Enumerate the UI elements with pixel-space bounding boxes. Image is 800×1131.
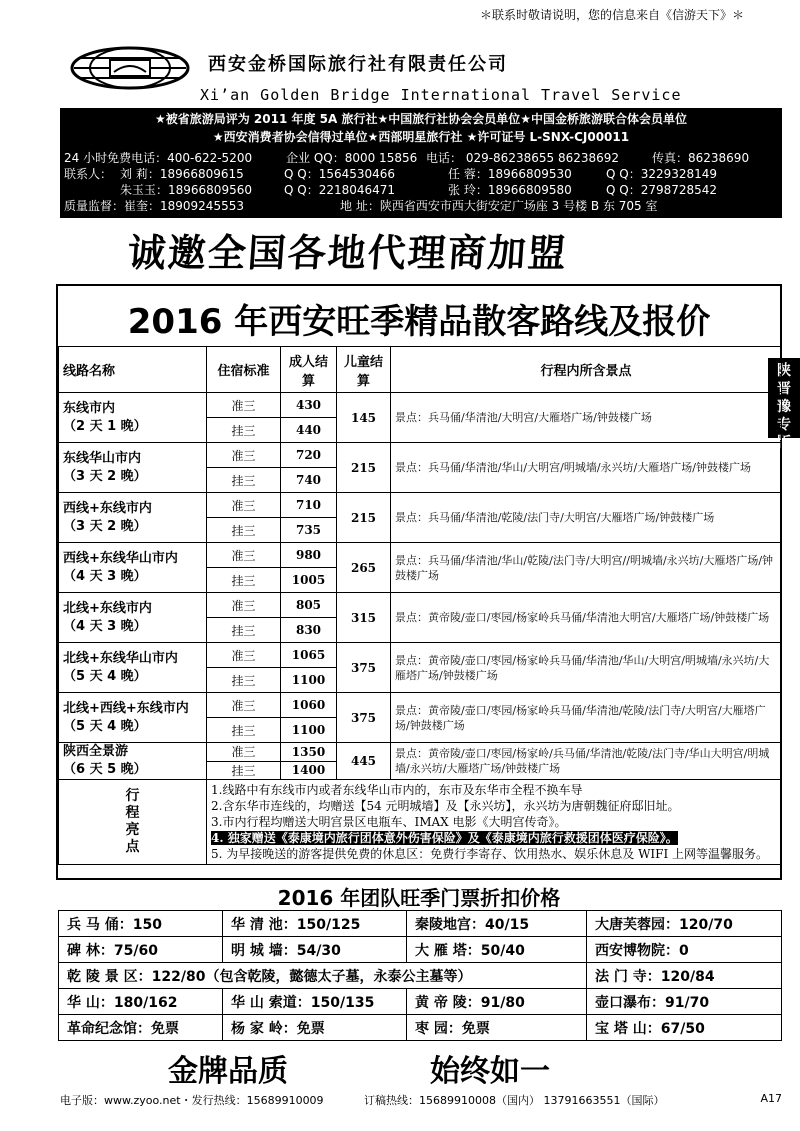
hotel-standard: 挂三 — [207, 568, 281, 593]
ticket-price: 秦陵地宫：40/15 — [407, 911, 587, 937]
adult-price: 735 — [281, 518, 337, 543]
adult-price: 805 — [281, 593, 337, 618]
header-child: 儿童结算 — [337, 347, 391, 393]
table-row — [59, 393, 782, 418]
route-spots: 景点：黄帝陵/壶口/枣园/杨家岭/兵马俑/华清池/乾陵/法门寺/华山大明宫/明城墙/永兴坊/大雁塔广场/钟鼓楼广场 — [391, 743, 782, 780]
route-spots: 景点：黄帝陵/壶口/枣园/杨家岭兵马俑/华清池/乾陵/法门寺/大明宫/大雁塔广场/钟鼓楼广场 — [391, 693, 782, 743]
ticket-price: 华 山：180/162 — [59, 989, 223, 1015]
highlights-list — [207, 780, 782, 865]
header-hotel: 住宿标准 — [207, 347, 281, 393]
adult-price: 440 — [281, 418, 337, 443]
table-row — [59, 443, 782, 468]
highlight-item: 3.市内行程均赠送大明宫景区电瓶车、IMAX 电影《大明宫传奇》。 — [211, 815, 567, 829]
ticket-price: 革命纪念馆：免票 — [59, 1015, 223, 1041]
route-name — [59, 593, 207, 643]
side-tab-char: 豫 — [777, 399, 791, 415]
route-days: （3 天 2 晚） — [63, 468, 147, 484]
page-title: 2016 年西安旺季精品散客路线及报价 — [127, 302, 711, 342]
ticket-price: 黄 帝 陵：91/80 — [407, 989, 587, 1015]
corp-qq: 企业 QQ：8000 15856 — [286, 151, 418, 165]
table-header-row — [59, 347, 782, 393]
highlight-item: 5. 为早接晚送的游客提供免费的休息区：免费行李寄存、饮用热水、娱乐休息及 WIFI 上网等温馨服务。 — [211, 847, 769, 861]
hotel-standard: 准三 — [207, 593, 281, 618]
highlight-item: 2.含东华市连线的，均赠送【54 元明城墙】及【永兴坊】，永兴坊为唐朝魏征府邸旧址。 — [211, 799, 680, 813]
child-price: 315 — [337, 593, 391, 643]
route-name — [59, 743, 207, 780]
child-price: 215 — [337, 443, 391, 493]
route-spots: 景点：兵马俑/华清池/华山/乾陵/法门寺/大明宫//明城墙/永兴坊/大雁塔广场/钟鼓楼广场 — [391, 543, 782, 593]
adult-price: 1100 — [281, 718, 337, 743]
route-spots: 景点：兵马俑/华清池/大明宫/大雁塔广场/钟鼓楼广场 — [391, 393, 782, 443]
ticket-price: 明 城 墙：54/30 — [223, 937, 407, 963]
highlight-item — [211, 830, 777, 846]
child-price: 145 — [337, 393, 391, 443]
hotel-standard: 准三 — [207, 693, 281, 718]
contact-qq-2: Q Q：3229328149 — [606, 167, 718, 181]
child-price: 265 — [337, 543, 391, 593]
route-name — [59, 493, 207, 543]
highlight-item: 1.线路中有东线市内或者东线华山市内的，东市及东华市全程不换车导 — [211, 783, 583, 797]
hotel-standard: 挂三 — [207, 718, 281, 743]
route-title: 北线+东线市内 — [63, 600, 152, 616]
child-price: 375 — [337, 693, 391, 743]
ticket-price: 大 雁 塔：50/40 — [407, 937, 587, 963]
highlights-label-text: 行程亮点 — [125, 788, 140, 855]
adult-price: 830 — [281, 618, 337, 643]
contact-people-label: 联系人： — [64, 167, 113, 181]
adult-price: 1100 — [281, 668, 337, 693]
route-name — [59, 643, 207, 693]
table-row — [59, 643, 782, 668]
ticket-title: 2016 年团队旺季门票折扣价格 — [277, 886, 561, 910]
route-name — [59, 393, 207, 443]
route-days: （4 天 3 晚） — [63, 618, 147, 634]
table-row — [59, 743, 782, 762]
adult-price: 1060 — [281, 693, 337, 718]
contact-qq-4: Q Q：2798728542 — [606, 183, 718, 197]
ticket-price: 杨 家 岭：免票 — [223, 1015, 407, 1041]
highlights-row — [59, 780, 782, 865]
ticket-price: 法 门 寺：120/84 — [587, 963, 782, 989]
adult-price: 740 — [281, 468, 337, 493]
adult-price: 1005 — [281, 568, 337, 593]
route-days: （5 天 4 晚） — [63, 718, 147, 734]
adult-price: 1400 — [281, 761, 337, 780]
ebook-hotline: 电子版：www.zyoo.net・发行热线：15689910009 — [60, 1094, 324, 1107]
route-title: 北线+东线华山市内 — [63, 650, 178, 666]
ticket-price: 乾 陵 景 区：122/80（包含乾陵，懿德太子墓，永泰公主墓等） — [59, 963, 587, 989]
ticket-price: 枣 园：免票 — [407, 1015, 587, 1041]
table-row — [59, 937, 782, 963]
route-name — [59, 543, 207, 593]
highlights-label — [59, 780, 207, 865]
footer-slogan-left: 金牌品质 — [168, 1054, 288, 1089]
telephone: 电话： 029-86238655 86238692 — [426, 151, 620, 165]
table-row — [59, 593, 782, 618]
agent-slogan: 诚邀全国各地代理商加盟 — [126, 230, 570, 275]
child-price: 215 — [337, 493, 391, 543]
hotline: 24 小时免费电话：400-622-5200 — [64, 151, 253, 165]
contact-person-3: 朱玉玉：18966809560 — [120, 183, 252, 197]
route-title: 西线+东线市内 — [63, 500, 152, 516]
contact-qq-3: Q Q：2218046471 — [284, 183, 396, 197]
company-name-cn: 西安金桥国际旅行社有限责任公司 — [208, 54, 508, 75]
route-days: （4 天 3 晚） — [63, 568, 147, 584]
table-row — [59, 1015, 782, 1041]
contact-person-1: 刘 莉：18966809615 — [120, 167, 244, 181]
company-name-en: Xi’an Golden Bridge International Travel Service — [200, 86, 682, 104]
honor-line-1: ★被省旅游局评为 2011 年度 5A 旅行社★中国旅行社协会会员单位★中国金桥旅游联合体会员单位 — [154, 112, 688, 126]
page-number: A17 — [760, 1092, 782, 1105]
adult-price: 430 — [281, 393, 337, 418]
hotel-standard: 挂三 — [207, 418, 281, 443]
contact-block — [60, 148, 782, 218]
table-row — [59, 493, 782, 518]
hotel-standard: 挂三 — [207, 668, 281, 693]
adult-price: 710 — [281, 493, 337, 518]
route-days: （3 天 2 晚） — [63, 518, 147, 534]
table-row — [59, 963, 782, 989]
route-spots: 景点：兵马俑/华清池/华山/大明宫/明城墙/永兴坊/大雁塔广场/钟鼓楼广场 — [391, 443, 782, 493]
adult-price: 980 — [281, 543, 337, 568]
ticket-price: 兵 马 俑：150 — [59, 911, 223, 937]
source-notice: ＊联系时敬请说明，您的信息来自《信游天下》＊ — [479, 8, 744, 22]
table-row — [59, 911, 782, 937]
route-spots: 景点：黄帝陵/壶口/枣园/杨家岭兵马俑/华清池大明宫/大雁塔广场/钟鼓楼广场 — [391, 593, 782, 643]
route-title: 东线华山市内 — [63, 450, 142, 466]
company-logo — [70, 46, 190, 90]
header-spots: 行程内所含景点 — [391, 347, 782, 393]
tickets-table — [58, 910, 782, 1041]
contact-person-4: 张 玲：18966809580 — [448, 183, 572, 197]
route-title: 东线市内 — [63, 400, 116, 416]
adult-price: 720 — [281, 443, 337, 468]
ticket-price: 华 清 池：150/125 — [223, 911, 407, 937]
hotel-standard: 准三 — [207, 543, 281, 568]
hotel-standard: 准三 — [207, 743, 281, 762]
route-days: （5 天 4 晚） — [63, 668, 147, 684]
route-name — [59, 693, 207, 743]
hotel-standard: 挂三 — [207, 518, 281, 543]
route-days: （2 天 1 晚） — [63, 418, 147, 434]
fax: 传真：86238690 — [652, 151, 750, 165]
route-name — [59, 443, 207, 493]
side-tab-char: 版 — [777, 435, 791, 451]
table-row — [59, 989, 782, 1015]
table-row — [59, 543, 782, 568]
honors-banner — [60, 108, 782, 148]
contact-qq-1: Q Q：1564530466 — [284, 167, 396, 181]
side-tab-char: 专 — [777, 417, 791, 433]
route-spots: 景点：兵马俑/华清池/乾陵/法门寺/大明宫/大雁塔广场/钟鼓楼广场 — [391, 493, 782, 543]
footer-slogan-right: 始终如一 — [430, 1054, 550, 1089]
ticket-price: 华 山 索道：150/135 — [223, 989, 407, 1015]
hotel-standard: 准三 — [207, 443, 281, 468]
route-title: 陕西全景游 — [63, 744, 129, 759]
adult-price: 1065 — [281, 643, 337, 668]
routes-table — [58, 346, 782, 865]
table-row — [59, 693, 782, 718]
hotel-standard: 挂三 — [207, 761, 281, 780]
quality-supervisor: 质量监督：崔奎：18909245553 — [64, 199, 244, 213]
honor-line-2: ★西安消费者协会信得过单位★西部明星旅行社 ★许可证号 L-SNX-CJ00011 — [212, 130, 630, 144]
hotel-standard: 准三 — [207, 493, 281, 518]
route-title: 西线+东线华山市内 — [63, 550, 178, 566]
side-tab-char: 陕 — [777, 363, 791, 379]
child-price: 375 — [337, 643, 391, 693]
contact-person-2: 任 蓉：18966809530 — [448, 167, 572, 181]
hotel-standard: 准三 — [207, 393, 281, 418]
route-spots: 景点：黄帝陵/壶口/枣园/杨家岭兵马俑/华清池/华山/大明宫/明城墙/永兴坊/大雁塔广场/钟鼓楼广场 — [391, 643, 782, 693]
highlight-insurance: 4. 独家赠送《泰康境内旅行团体意外伤害保险》及《泰康境内旅行救援团体医疗保险》。 — [211, 831, 678, 845]
ticket-price: 大唐芙蓉园：120/70 — [587, 911, 782, 937]
child-price: 445 — [337, 743, 391, 780]
order-hotline: 订稿热线：15689910008（国内） 13791663551（国际） — [364, 1094, 665, 1107]
ticket-price: 宝 塔 山：67/50 — [587, 1015, 782, 1041]
ticket-price: 西安博物院：0 — [587, 937, 782, 963]
route-days: （6 天 5 晚） — [63, 762, 147, 777]
hotel-standard: 挂三 — [207, 468, 281, 493]
header-adult: 成人结算 — [281, 347, 337, 393]
adult-price: 1350 — [281, 743, 337, 762]
hotel-standard: 准三 — [207, 643, 281, 668]
header-route: 线路名称 — [59, 347, 207, 393]
ticket-price: 壶口瀑布：91/70 — [587, 989, 782, 1015]
side-tab-char: 晋 — [777, 381, 791, 397]
hotel-standard: 挂三 — [207, 618, 281, 643]
route-title: 北线+西线+东线市内 — [63, 700, 189, 716]
ticket-price: 碑 林：75/60 — [59, 937, 223, 963]
address: 地 址：陕西省西安市西大街安定广场座 3 号楼 B 东 705 室 — [340, 199, 658, 213]
